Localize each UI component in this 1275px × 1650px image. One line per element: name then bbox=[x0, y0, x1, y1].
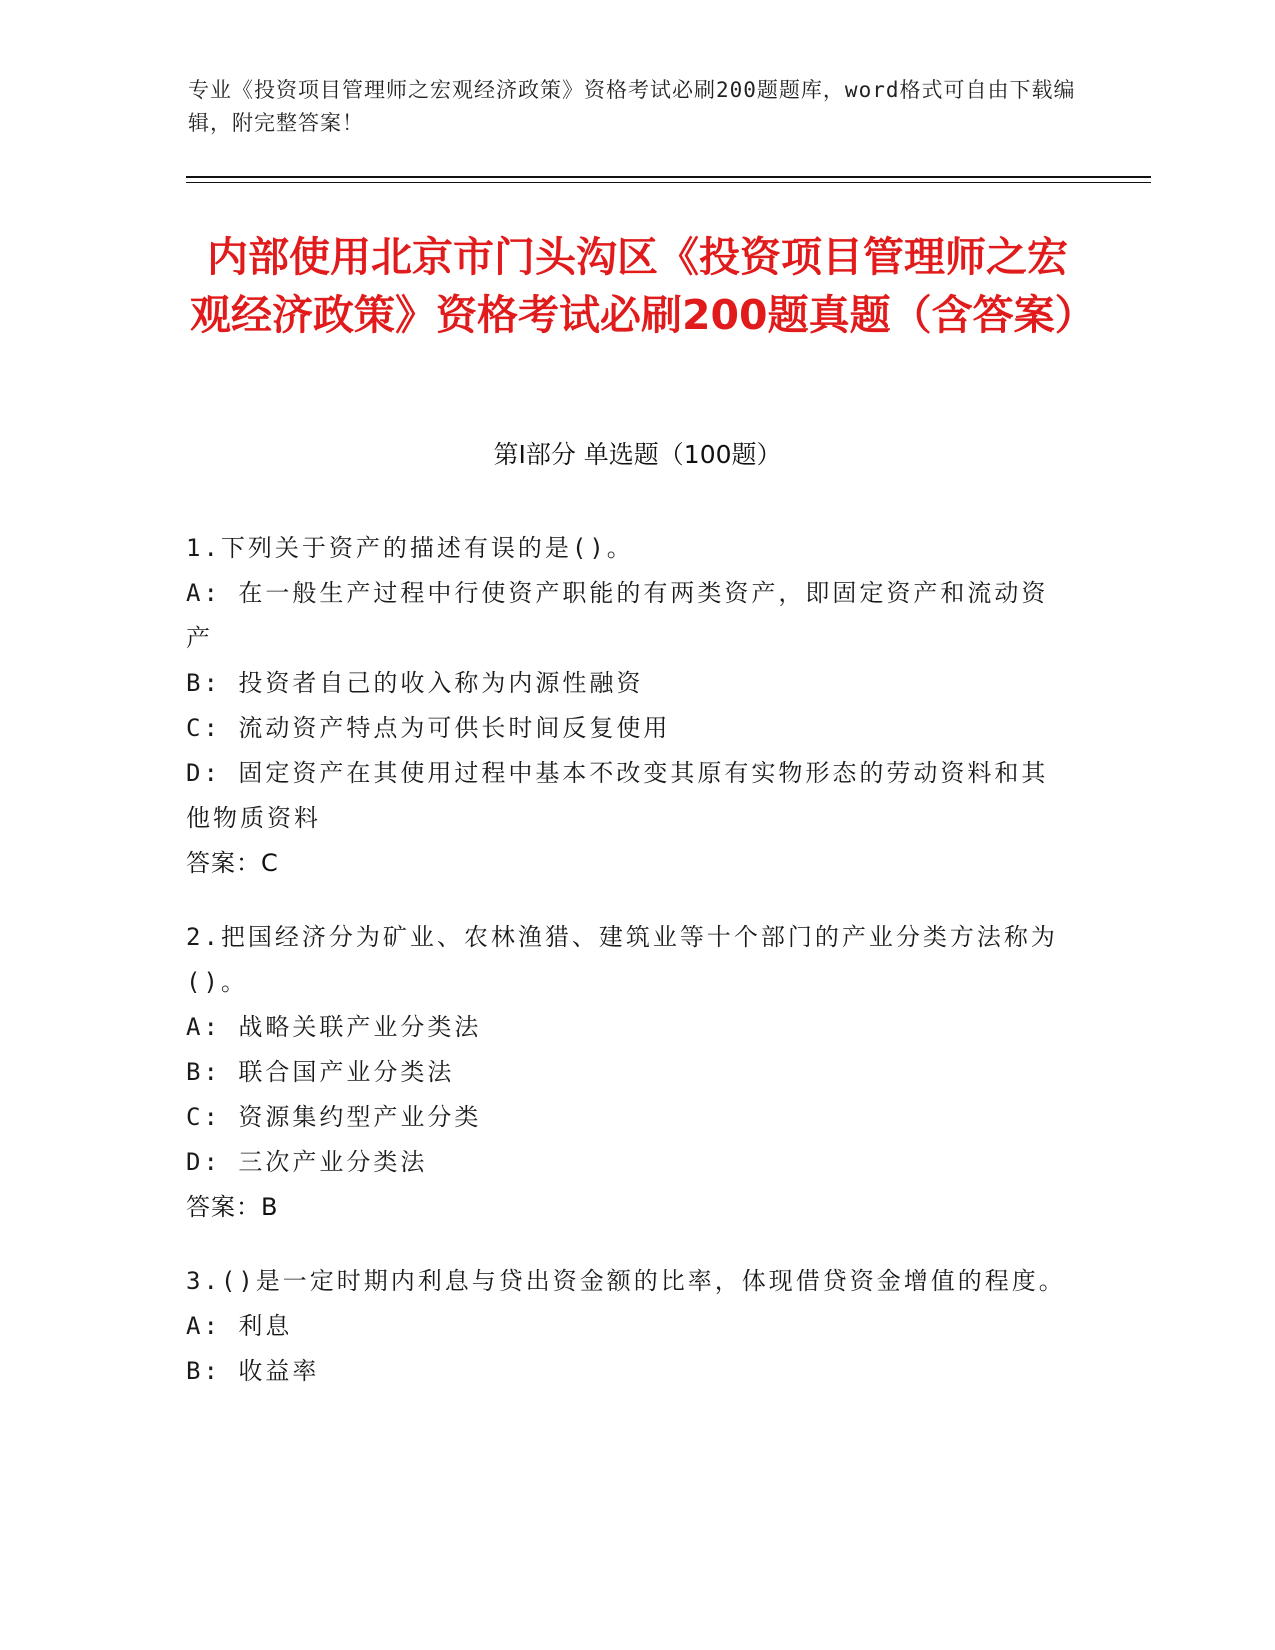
option-d: D: 固定资产在其使用过程中基本不改变其原有实物形态的劳动资料和其他物质资料 bbox=[186, 759, 1049, 832]
question-1 bbox=[186, 526, 1066, 886]
document-title: 内部使用北京市门头沟区《投资项目管理师之宏观经济政策》资格考试必刷200题真题（含答案） bbox=[190, 233, 1096, 339]
option-c: C: 资源集约型产业分类 bbox=[186, 1103, 482, 1131]
question-stem: 3.()是一定时期内利息与贷出资金额的比率，体现借贷资金增值的程度。 bbox=[186, 1267, 1066, 1295]
header-note: 专业《投资项目管理师之宏观经济政策》资格考试必刷200题题库，word格式可自由下载编辑，附完整答案！ bbox=[188, 78, 1076, 135]
answer-line: 答案：B bbox=[186, 1193, 279, 1221]
question-2 bbox=[186, 915, 1066, 1230]
header-divider-thick bbox=[186, 176, 1151, 178]
option-d: D: 三次产业分类法 bbox=[186, 1148, 428, 1176]
option-a: A: 在一般生产过程中行使资产职能的有两类资产，即固定资产和流动资产 bbox=[186, 579, 1049, 652]
option-b: B: 投资者自己的收入称为内源性融资 bbox=[186, 669, 644, 697]
question-3 bbox=[186, 1259, 1066, 1394]
answer-line: 答案：C bbox=[186, 849, 279, 877]
question-stem: 2.把国经济分为矿业、农林渔猎、建筑业等十个部门的产业分类方法称为()。 bbox=[186, 923, 1058, 996]
question-list bbox=[186, 526, 1066, 1423]
option-b: B: 联合国产业分类法 bbox=[186, 1058, 455, 1086]
option-b: B: 收益率 bbox=[186, 1357, 320, 1385]
option-c: C: 流动资产特点为可供长时间反复使用 bbox=[186, 714, 671, 742]
header-divider-thin bbox=[186, 182, 1151, 183]
option-a: A: 利息 bbox=[186, 1312, 293, 1340]
question-stem: 1.下列关于资产的描述有误的是()。 bbox=[186, 534, 634, 562]
option-a: A: 战略关联产业分类法 bbox=[186, 1013, 482, 1041]
section-heading: 第Ⅰ部分 单选题（100题） bbox=[493, 440, 782, 469]
